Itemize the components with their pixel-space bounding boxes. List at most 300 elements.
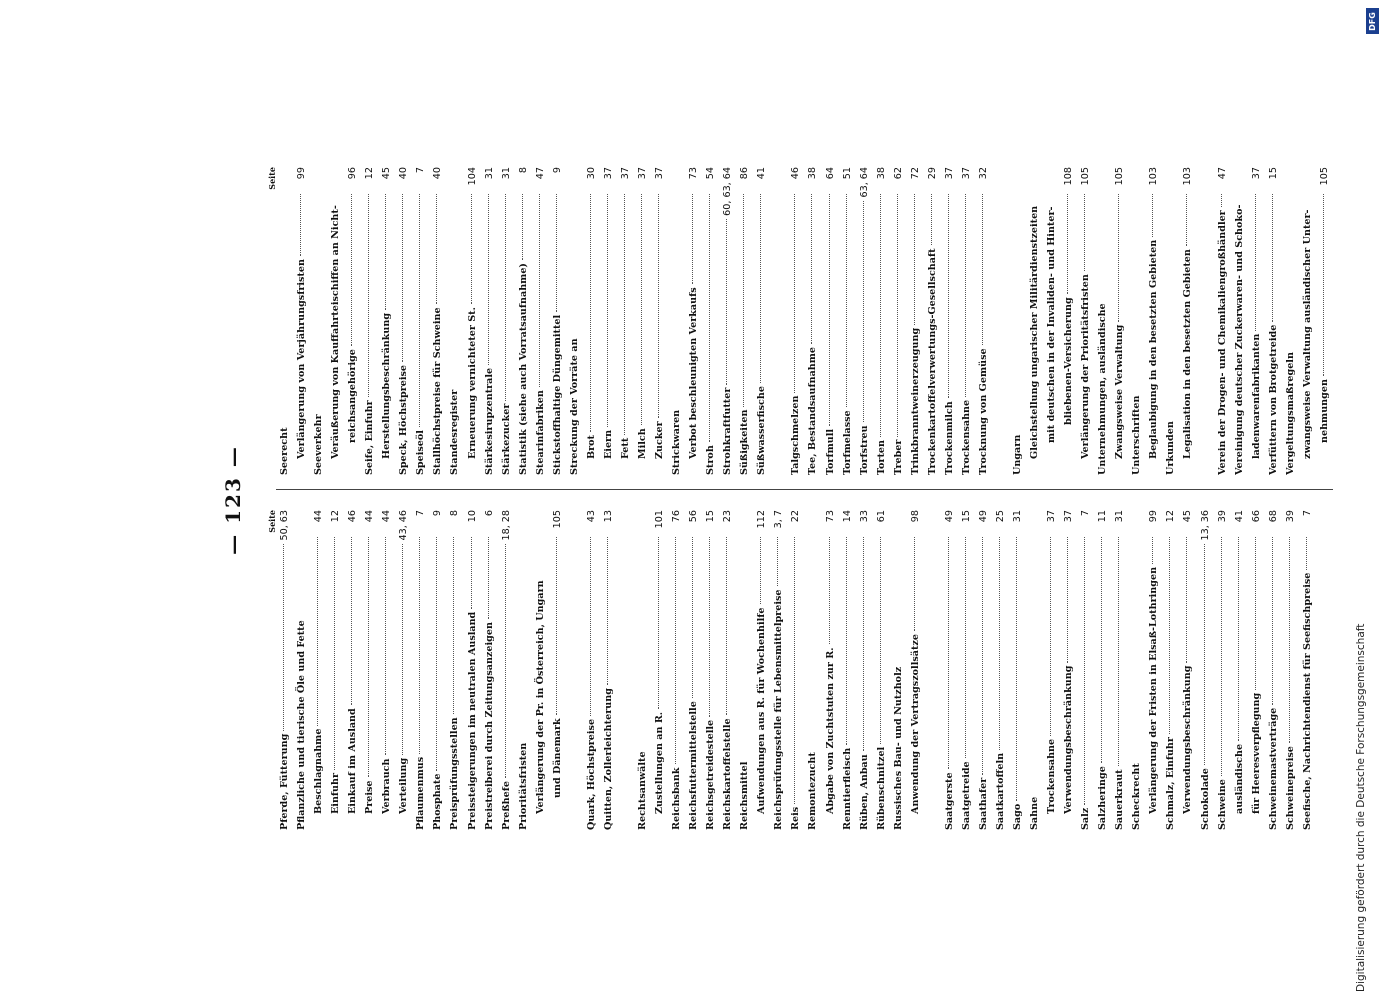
- index-entry-page: 32: [977, 167, 989, 180]
- leader-dots: [556, 537, 557, 715]
- index-entry: [327, 167, 344, 475]
- index-entry: [668, 510, 685, 830]
- index-entry-text: Eiern: [602, 429, 614, 459]
- leader-dots: [982, 194, 983, 345]
- leader-dots: [880, 537, 881, 744]
- index-entry-text: Süßwasserfische: [756, 386, 768, 475]
- index-entry: [617, 167, 634, 475]
- index-entry-text: Torfstreu: [858, 425, 870, 475]
- leader-dots: [692, 537, 693, 698]
- index-entry-text: Reichsbank: [671, 767, 683, 830]
- index-entry-page: 56: [688, 510, 700, 523]
- index-entry: [719, 167, 736, 475]
- index-entry: [1299, 167, 1316, 475]
- leader-dots: [965, 194, 966, 397]
- index-entry-text: Seefische, Nachrichtendienst für Seefischpreise: [1301, 572, 1313, 830]
- index-entry-page: 25: [994, 510, 1006, 523]
- index-entry-text: Brot: [585, 435, 597, 459]
- leader-dots: [505, 544, 506, 779]
- index-entry-text: nehmungen: [1318, 379, 1330, 443]
- index-entry-text: Verlängerung der Pr. in Österreich, Ungarn: [534, 580, 546, 814]
- dfg-logo: [1366, 8, 1379, 34]
- leader-dots: [1169, 537, 1170, 734]
- index-spacer: [992, 167, 1009, 475]
- index-entry-page: 33: [858, 510, 870, 523]
- index-entry-text: Seeverkehr: [313, 414, 325, 475]
- index-entry-page: 38: [807, 167, 819, 180]
- index-entry-page: 73: [824, 510, 836, 523]
- index-entry-page: 98: [909, 510, 921, 523]
- index-entry: [498, 167, 515, 475]
- index-entry-page: 44: [381, 510, 393, 523]
- index-entry-page: 50, 63: [279, 510, 290, 541]
- index-entry-text: Scheckrecht: [1131, 763, 1143, 830]
- index-entry: [1026, 510, 1043, 830]
- leader-dots: [590, 194, 591, 432]
- index-entry-page: 37: [619, 167, 631, 180]
- index-entry: [1214, 167, 1231, 475]
- index-entry: [344, 167, 361, 475]
- index-entry: [549, 510, 566, 830]
- index-entry-text: Abgabe von Zuchtstuten zur R.: [824, 647, 836, 814]
- index-entry: [515, 167, 532, 475]
- index-entry-text: Aufwendungen aus R. für Wochenhilfe: [756, 607, 768, 814]
- index-entry-text: für Heeresverpflegung: [1250, 692, 1262, 814]
- index-entry: [736, 510, 753, 830]
- leader-dots: [1255, 194, 1256, 331]
- index-entry-text: Schokolade: [1199, 768, 1211, 830]
- index-entry-page: 31: [1114, 510, 1126, 523]
- index-entry-page: 37: [654, 167, 666, 180]
- leader-dots: [794, 194, 795, 393]
- index-entry: [293, 167, 310, 475]
- index-entry: [412, 510, 429, 830]
- index-entry: [395, 510, 412, 830]
- index-entry-page: 99: [1148, 510, 1160, 523]
- index-entry-page: 103: [1148, 167, 1160, 186]
- index-entry-text: Preistreiberei durch Zeitungsanzeigen: [483, 622, 495, 830]
- index-entry-page: 112: [756, 510, 768, 529]
- leader-dots: [760, 537, 761, 604]
- index-entry-text: Verfüttern von Brotgetreide: [1267, 324, 1279, 475]
- leader-dots: [1204, 544, 1205, 766]
- index-entry: [736, 167, 753, 475]
- index-entry-text: Preise: [364, 780, 376, 814]
- index-entry: [873, 167, 890, 475]
- leader-dots: [488, 537, 489, 619]
- index-entry: [822, 510, 839, 830]
- index-entry: [1128, 167, 1145, 475]
- leader-dots: [1084, 537, 1085, 805]
- index-entry: [941, 167, 958, 475]
- index-entry-text: ausländische: [1233, 743, 1245, 814]
- index-entry: [1077, 510, 1094, 830]
- index-entry: [907, 510, 924, 830]
- index-entry: [941, 510, 958, 830]
- leader-dots: [777, 537, 778, 587]
- index-entry-text: Quark, Höchstpreise: [585, 718, 597, 830]
- index-entry-text: Verteilung: [398, 757, 410, 814]
- leader-dots: [1152, 537, 1153, 564]
- index-entry-page: 37: [943, 167, 955, 180]
- index-entry-text: ladenwarenfabrikanten: [1250, 333, 1262, 459]
- index-entry-text: Torten: [875, 439, 887, 475]
- index-entry-text: Fett: [619, 437, 631, 459]
- leader-dots: [1101, 537, 1102, 763]
- index-entry-page: 43: [585, 510, 597, 523]
- index-entry-text: Standesregister: [449, 389, 461, 475]
- index-entry-text: Unterschriften: [1131, 395, 1143, 475]
- index-entry: [429, 167, 446, 475]
- leader-dots: [590, 537, 591, 716]
- digitization-note: Digitalisierung gefördert durch die Deutsche Forschungsgemeinschaft: [1355, 623, 1367, 992]
- index-entry: [1231, 167, 1248, 475]
- index-entry: [1162, 167, 1179, 475]
- leader-dots: [1050, 537, 1051, 736]
- leader-dots: [880, 194, 881, 437]
- index-entry: [1197, 510, 1214, 830]
- index-entry: [924, 167, 941, 475]
- index-entry: [310, 167, 327, 475]
- index-entry: [532, 167, 549, 475]
- index-entry: [1248, 510, 1265, 830]
- index-entry: [890, 167, 907, 475]
- leader-dots: [402, 544, 403, 755]
- index-entry-page: 12: [364, 167, 376, 180]
- index-entry-page: 11: [1097, 510, 1109, 523]
- index-entry-text: Speck, Höchstpreise: [398, 364, 410, 475]
- index-entry-text: Süßigkeiten: [739, 409, 751, 475]
- leader-dots: [829, 537, 830, 644]
- index-entry-text: Unternehmungen, ausländische: [1097, 303, 1109, 475]
- index-entry: [753, 510, 770, 830]
- index-entry: [1128, 510, 1145, 830]
- index-entry: [464, 510, 481, 830]
- index-entry-page: 60, 63, 64: [722, 167, 734, 216]
- index-entry-page: 63, 64: [858, 167, 870, 198]
- index-entry-page: 37: [1046, 510, 1058, 523]
- index-entry-page: 41: [1233, 510, 1245, 523]
- index-entry-page: 61: [875, 510, 887, 523]
- index-entry: [566, 167, 583, 475]
- index-entry: [634, 510, 651, 830]
- index-entry: [1094, 167, 1111, 475]
- leader-dots: [539, 194, 540, 387]
- index-entry-page: 51: [841, 167, 853, 180]
- index-entry-text: Preisprüfungsstellen: [449, 717, 461, 830]
- index-entry: [839, 510, 856, 830]
- index-entry-text: Rüben, Anbau: [858, 754, 870, 830]
- index-entry-text: Schweine: [1216, 779, 1228, 830]
- leader-dots: [1289, 537, 1290, 743]
- leader-dots: [658, 194, 659, 418]
- index-entry: [753, 167, 770, 475]
- leader-dots: [471, 194, 472, 304]
- index-spacer: [770, 167, 787, 475]
- index-entry-text: Trocknung von Gemüse: [977, 348, 989, 475]
- index-entry-text: Trockenmilch: [943, 401, 955, 475]
- index-entry: [361, 510, 378, 830]
- index-entry-text: Sago: [1012, 803, 1024, 830]
- index-entry-page: 22: [790, 510, 802, 523]
- index-entry-text: Beglaubigung in den besetzten Gebieten: [1148, 239, 1160, 459]
- index-column-left: Seite Pferde, Fütterung 50, 63 Pflanzliche und tierische Öle und Fette Beschlagnahme 44 Einfuhr 12 Einkauf im Ausland 46 Preise 44 Verbrauch 44 Verteilung 43, 46 Pflaumenmus 7 Phosphate 9 Preisprüfungsstellen 8 Preissteigerungen im neutralen Ausland 10 Preistreiberei durch Zeitungsanzeigen 6 Preßhefe 18, 28 Prioritätsfristen Verlängerung der Pr. in Österreich, Ungarn und Dänemark 105 Quark, Höchstpreise 43 Quitten, Zollerleichterung 13 Rechtsanwälte Zustellungen an R. 101 Reichsbank 76 Reichsfuttermittelstelle 56 Reichsgetreidestelle 15 Reichskartoffelstelle 23 Reichsmittel Aufwendungen aus R. für Wochenhilfe 112 Reichsprüfungsstelle für Lebensmittelpreise 3, 7 Reis 22 Remontezucht Abgabe von Zuchtstuten zur R. 73 Renntierfleisch 14 Rüben, Anbau 33 Rübenschnitzel 61 Russisches Bau- und Nutzholz Anwendung der Vertragszollsätze 98 Saatgerste 49 Saatgetreide 15 Saathafer 49 Saatkartoffeln 25 Sago 31 Sahne Trockensahne 37 Verwendungsbeschränkung 37 Salz 7 Salzheringe 11 Sauerkraut 31 Scheckrecht Verlängerung der Fristen in Elsaß-Lothringen 99 Schmalz, Einfuhr 12 Verwendungsbeschränkung 45 Schokolade 13, 36 Schweine 39 ausländische 41 für Heeresverpflegung 66 Schweinemastverträge 68 Schweinepreise 39 Seefische, Nachrichtendienst für Seefischpreise 7: [276, 510, 1316, 830]
- index-entry-page: 64: [824, 167, 836, 180]
- index-entry-page: 105: [1318, 167, 1330, 186]
- leader-dots: [351, 537, 352, 705]
- index-entry-text: Reichsmittel: [739, 761, 751, 830]
- index-entry: [276, 167, 293, 475]
- leader-dots: [402, 194, 403, 362]
- index-entry: [1009, 167, 1026, 475]
- index-entry-text: Tee, Bestandsaufnahme: [807, 346, 819, 475]
- index-entry-page: 15: [960, 510, 972, 523]
- index-entry-page: 37: [1250, 167, 1262, 180]
- index-entry: [1094, 510, 1111, 830]
- index-entry-page: 37: [602, 167, 614, 180]
- index-entry: [1282, 510, 1299, 830]
- leader-dots: [999, 537, 1000, 750]
- index-entry-page: 38: [875, 167, 887, 180]
- index-entry-page: 62: [892, 167, 904, 180]
- index-entry: [429, 510, 446, 830]
- index-entry: [975, 167, 992, 475]
- index-entry-page: 13: [602, 510, 614, 523]
- leader-dots: [453, 537, 454, 714]
- index-entry-text: bliebenen-Versicherung: [1063, 297, 1075, 425]
- index-entry: [1179, 510, 1196, 830]
- index-column-right: Seite Seerecht Verlängerung von Verjährungsfristen 99 Seeverkehr Veräußerung von Kauffahrteischiffen an Nicht- reichsangehörige 96 Seife, Einfuhr 12 Herstellungsbeschränkung 45 Speck, Höchstpreise 40 Speiseöl 7 Stallhöchstpreise für Schweine 40 Standesregister Erneuerung vernichteter St. 104 Stärkesirupzentrale 31 Stärkezucker 31 Statistik (siehe auch Vorratsaufnahme) 8 Stearinfabriken 47 Stickstoffhaltige Düngemittel 9 Streckung der Vorräte an Brot 30 Eiern 37 Fett 37 Milch 37 Zucker 37 Strickwaren Verbot beschleunigten Verkaufs 73 Stroh 54 Strohkraftfutter 60, 63, 64 Süßigkeiten 86 Süßwasserfische 41 Talgschmelzen 46 Tee, Bestandsaufnahme 38 Torfmull 64 Torfmelasse 51 Torfstreu 63, 64 Torten 38 Treber 62 Trinkbranntweinerzeugung 72 Trockenkartoffelverwertungs-Gesellschaft 29 Trockenmilch 37 Trockensahne 37 Trocknung von Gemüse 32 Ungarn Gleichstellung ungarischer Militärdienstzeiten mit deutschen in der Invaliden- und Hinter- bliebenen-Versicherung 108 Verlängerung der Prioritätsfristen 105 Unternehmungen, ausländische Zwangsweise Verwaltung 105 Unterschriften Beglaubigung in den besetzten Gebieten 103 Urkunden Legalisation in den besetzten Gebieten 103 Verein der Drogen- und Chemikaliengroßhändler 47 Vereinigung deutscher Zuckerwaren- und Schoko- ladenwarenfabrikanten 37 Verfüttern von Brotgetreide 15 Vergeltungsmaßregeln zwangsweise Verwaltung ausländischer Unter- nehmungen 105: [276, 167, 1333, 490]
- leader-dots: [624, 194, 625, 435]
- index-entry: [583, 167, 600, 475]
- index-entry-text: Salz: [1080, 807, 1092, 830]
- index-entry: [787, 510, 804, 830]
- index-entry: [464, 167, 481, 475]
- index-entry-text: Saatgerste: [943, 772, 955, 830]
- leader-dots: [897, 194, 898, 437]
- index-entry: [992, 510, 1009, 830]
- index-entry: [446, 510, 463, 830]
- leader-dots: [965, 537, 966, 758]
- leader-dots: [1221, 194, 1222, 207]
- leader-dots: [1118, 537, 1119, 766]
- index-entry: [804, 510, 821, 830]
- index-entry-text: Saatkartoffeln: [994, 752, 1006, 830]
- leader-dots: [641, 194, 642, 425]
- leader-dots: [385, 194, 386, 310]
- index-entry-text: Reichskartoffelstelle: [722, 718, 734, 830]
- index-entry: [412, 167, 429, 475]
- index-entry: [1145, 510, 1162, 830]
- index-entry: [1026, 167, 1043, 475]
- index-entry-text: Torfmull: [824, 428, 836, 475]
- index-entry-text: Schmalz, Einfuhr: [1165, 737, 1177, 830]
- index-entry-text: Milch: [636, 428, 648, 459]
- index-entry-page: 76: [671, 510, 683, 523]
- index-entry-page: 46: [347, 510, 359, 523]
- index-entry-text: reichsangehörige: [347, 349, 359, 443]
- index-entry-page: 86: [739, 167, 751, 180]
- index-entry-page: 9: [432, 510, 444, 517]
- index-entry: [890, 510, 907, 830]
- index-entry-page: 6: [483, 510, 495, 517]
- index-entry-text: Verlängerung der Fristen in Elsaß-Lothringen: [1148, 566, 1160, 814]
- leader-dots: [794, 537, 795, 804]
- index-entry-text: Schweinepreise: [1284, 746, 1296, 830]
- index-entry-text: Salzheringe: [1097, 766, 1109, 830]
- index-entry: [1111, 167, 1128, 475]
- index-entry: [361, 167, 378, 475]
- index-entry-text: Rechtsanwälte: [636, 751, 648, 830]
- leader-dots: [948, 194, 949, 398]
- leader-dots: [1272, 537, 1273, 705]
- index-entry-page: 40: [432, 167, 444, 180]
- index-entry-text: Strohkraftfutter: [722, 387, 734, 475]
- index-entry-text: Stärkezucker: [500, 403, 512, 475]
- index-entry: [1162, 510, 1179, 830]
- index-entry-page: 14: [841, 510, 853, 523]
- index-entry: [702, 510, 719, 830]
- leader-dots: [556, 194, 557, 312]
- index-entry: [719, 510, 736, 830]
- leader-dots: [863, 201, 864, 423]
- index-entry-page: 43, 46: [398, 510, 410, 541]
- index-entry-text: Reis: [790, 806, 802, 830]
- leader-dots: [1084, 194, 1085, 271]
- index-entry-text: Herstellungsbeschränkung: [381, 312, 393, 459]
- index-entry: [1111, 510, 1128, 830]
- index-entry: [856, 167, 873, 475]
- index-entry-text: mit deutschen in der Invaliden- und Hinter-: [1046, 206, 1058, 443]
- index-entry: [856, 510, 873, 830]
- index-entry-text: Saatgetreide: [960, 761, 972, 830]
- index-entry: [1316, 167, 1333, 475]
- index-entry-page: 12: [1165, 510, 1177, 523]
- index-entry-page: 18, 28: [500, 510, 512, 541]
- index-entry-page: 10: [466, 510, 478, 523]
- index-entry-text: Statistik (siehe auch Vorratsaufnahme): [517, 263, 529, 475]
- leader-dots: [811, 194, 812, 344]
- index-entry-text: Reichsgetreidestelle: [705, 719, 717, 830]
- index-entry-text: Verlängerung von Verjährungsfristen: [296, 259, 308, 459]
- index-entry: [1060, 167, 1077, 475]
- index-entry-text: Stroh: [705, 445, 717, 475]
- index-entry: [395, 167, 412, 475]
- leader-dots: [436, 194, 437, 304]
- page-number: — 123 —: [221, 445, 245, 555]
- leader-dots: [709, 537, 710, 717]
- index-entry-text: Beschlagnahme: [313, 728, 325, 814]
- index-entry-text: Saathafer: [977, 777, 989, 830]
- index-entry-page: 99: [296, 167, 308, 180]
- index-entry-page: 29: [926, 167, 938, 180]
- leader-dots: [982, 537, 983, 775]
- index-entry-page: 105: [551, 510, 563, 529]
- index-entry-page: 39: [1284, 510, 1296, 523]
- index-entry-text: Trockenkartoffelverwertungs-Gesellschaft: [926, 248, 938, 475]
- index-entry-text: Torfmelasse: [841, 410, 853, 475]
- leader-dots: [948, 537, 949, 769]
- index-entry-text: Stallhöchstpreise für Schweine: [432, 307, 444, 475]
- index-entry: [975, 510, 992, 830]
- index-entry-page: 73: [688, 167, 700, 180]
- index-entry-text: Zucker: [654, 421, 666, 459]
- leader-dots: [846, 194, 847, 407]
- leader-dots: [743, 194, 744, 407]
- index-entry: [583, 510, 600, 830]
- index-entry-text: Einkauf im Ausland: [347, 708, 359, 814]
- index-entry-text: zwangsweise Verwaltung ausländischer Unter-: [1301, 209, 1313, 459]
- index-entry-page: 49: [943, 510, 955, 523]
- index-entry-text: Verbrauch: [381, 758, 393, 814]
- index-entry-text: Pflanzliche und tierische Öle und Fette: [296, 620, 308, 830]
- leader-dots: [317, 537, 318, 726]
- index-entry-text: Erneuerung vernichteter St.: [466, 307, 478, 459]
- index-entry-page: 105: [1080, 167, 1092, 186]
- index-entry: [600, 167, 617, 475]
- index-entry-page: 105: [1114, 167, 1126, 186]
- index-entry-text: Renntierfleisch: [841, 747, 853, 830]
- leader-dots: [368, 537, 369, 777]
- index-entry-text: Rübenschnitzel: [875, 746, 887, 830]
- index-entry-page: 13, 36: [1199, 510, 1211, 541]
- index-entry: [787, 167, 804, 475]
- index-entry: [378, 510, 395, 830]
- index-entry-page: 7: [1301, 510, 1313, 517]
- index-entry-text: Preissteigerungen im neutralen Ausland: [466, 611, 478, 830]
- leader-dots: [1016, 537, 1017, 801]
- index-entry-text: Veräußerung von Kauffahrteischiffen an Nicht-: [330, 205, 342, 459]
- index-entry-page: 12: [330, 510, 342, 523]
- index-entry-text: Speiseöl: [415, 430, 427, 475]
- leader-dots: [488, 194, 489, 365]
- index-entry: [668, 167, 685, 475]
- index-entry-text: Legalisation in den besetzten Gebieten: [1182, 249, 1194, 459]
- index-entry-text: und Dänemark: [551, 718, 563, 798]
- leader-dots: [1221, 537, 1222, 776]
- index-entry: [770, 510, 787, 830]
- leader-dots: [607, 194, 608, 427]
- dfg-logo-text: DFG: [1368, 11, 1378, 31]
- index-entry: [327, 510, 344, 830]
- index-entry: [446, 167, 463, 475]
- index-entry-page: 31: [1012, 510, 1024, 523]
- index-entry: [1299, 510, 1316, 830]
- index-entry-page: 15: [1267, 167, 1279, 180]
- index-entry-page: 3, 7: [773, 510, 785, 529]
- index-entry-text: Phosphate: [432, 773, 444, 830]
- index-entry-text: Schweinemastverträge: [1267, 707, 1279, 830]
- index-entry-text: Prioritätsfristen: [517, 742, 529, 830]
- leader-dots: [914, 537, 915, 631]
- index-entry-text: Einfuhr: [330, 772, 342, 814]
- index-entry: [702, 167, 719, 475]
- index-entry: [1265, 167, 1282, 475]
- index-entry-text: Vergeltungsmaßregeln: [1284, 352, 1296, 475]
- index-entry: [481, 167, 498, 475]
- leader-dots: [863, 537, 864, 751]
- index-entry-page: 39: [1216, 510, 1228, 523]
- index-entry: [515, 510, 532, 830]
- leader-dots: [829, 194, 830, 426]
- leader-dots: [726, 537, 727, 715]
- index-entry-text: Trockensahne: [960, 399, 972, 475]
- index-entry-page: 103: [1182, 167, 1194, 186]
- index-entry-text: Anwendung der Vertragszollsätze: [909, 634, 921, 814]
- leader-dots: [1186, 194, 1187, 246]
- index-spacer: [1197, 167, 1214, 475]
- leader-dots: [334, 537, 335, 770]
